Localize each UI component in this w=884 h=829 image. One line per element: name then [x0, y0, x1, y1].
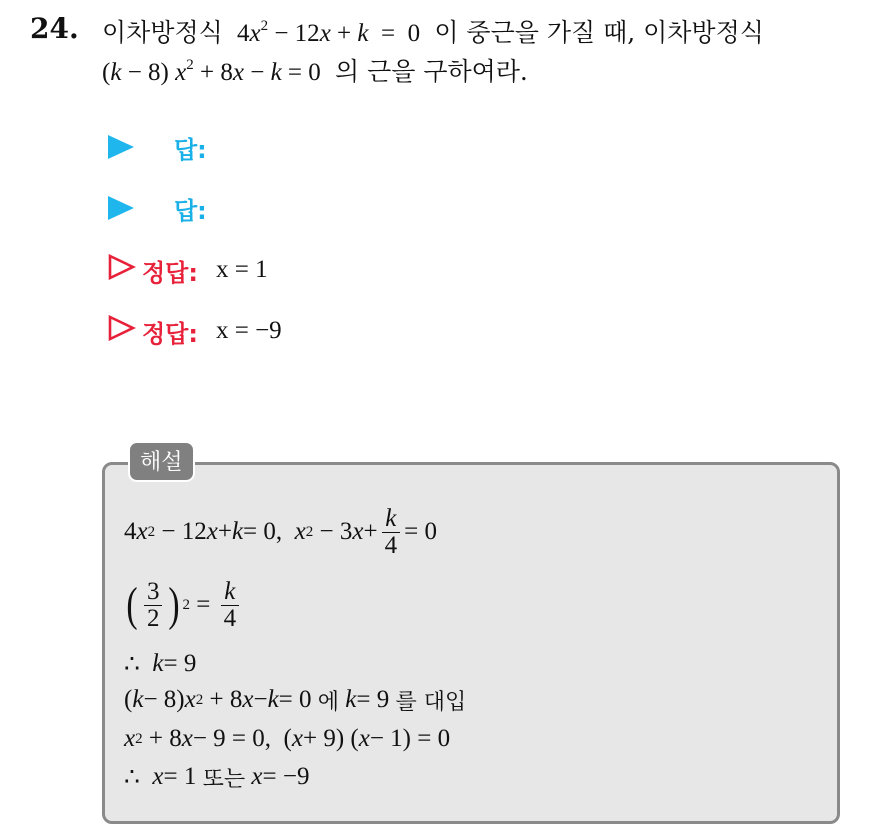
outline-triangle-icon [108, 254, 136, 286]
correct-answer-label: 정답: [142, 258, 198, 287]
question-text [102, 14, 872, 92]
question-text-part: 이 중근을 가질 때, 이차방정식 [434, 18, 764, 47]
correct-answer-row [108, 313, 282, 349]
fraction: $\frac{3}{2}$ [144, 579, 163, 632]
equation-2: (k − 8) $x^2 + 8x - k = 0$ [102, 57, 328, 86]
correct-answer-value: x = −9 [215, 317, 282, 344]
solution-line-3: ∴ k = 9 [124, 650, 197, 678]
solution-text: 를 대입 [395, 689, 467, 715]
question-line-2 [102, 53, 872, 92]
solution-line-5: x 2 + 8 x − 9 = 0, ( x + 9) ( x − 1) = 0 [124, 725, 451, 752]
solution-line-6: ∴ x = 1 또는 x = −9 [124, 763, 310, 792]
correct-answer-value: x = 1 [215, 256, 268, 283]
solution-line-2: ( $\frac{3}{2}$ ) 2 = $\frac{k}{4}$ [124, 572, 243, 638]
equation-1: $4x^2 - 12x + k = 0$ [230, 18, 427, 47]
answer-label: 답: [174, 135, 207, 164]
filled-triangle-icon [108, 135, 134, 159]
filled-triangle-icon [108, 196, 134, 220]
solution-tag: 해설 [128, 441, 195, 482]
answer-label: 답: [174, 196, 207, 225]
solution-text: 에 [317, 689, 340, 715]
solution-line-1: 4 x 2 − 12 x + k = 0, x 2 − 3 x + $\frac{k}{4}$ = 0 [124, 504, 437, 559]
fraction: $\frac{k}{4}$ [221, 579, 240, 632]
solution-line-4: ( k − 8) x 2 + 8 x − k = 0 에 k = 9 를 대입 [124, 686, 467, 715]
answer-row [108, 190, 225, 226]
solution-text: 또는 [202, 766, 246, 792]
fraction: $\frac{k}{4}$ [382, 506, 401, 559]
question-number: 24. [30, 12, 79, 45]
correct-answer-label: 정답: [142, 319, 198, 348]
answer-row [108, 129, 225, 165]
therefore-icon: ∴ [124, 651, 140, 678]
question-line-1 [102, 14, 872, 53]
correct-answer-row [108, 252, 268, 288]
outline-triangle-icon [108, 315, 136, 347]
question-text-part: 이차방정식 [102, 18, 223, 47]
question-text-part: 의 근을 구하여라. [334, 57, 528, 86]
therefore-icon: ∴ [124, 764, 140, 791]
